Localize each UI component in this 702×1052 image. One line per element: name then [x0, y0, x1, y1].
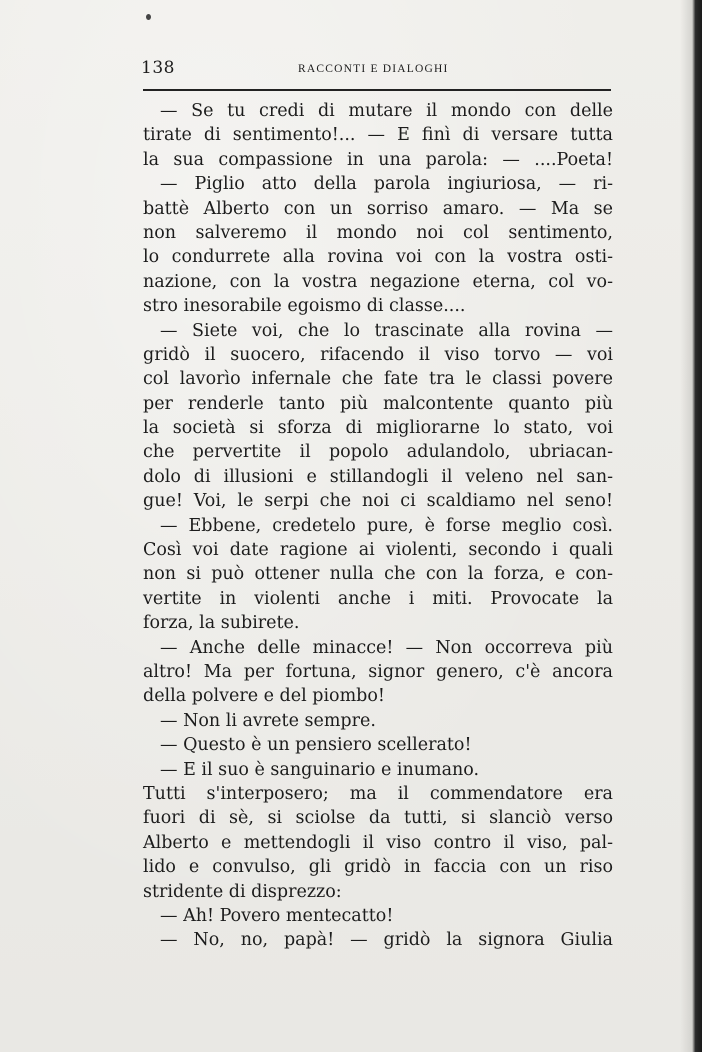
text-line: forza, la subirete.: [143, 613, 300, 634]
text-line: della polvere e del piombo!: [143, 686, 385, 707]
text-line: la società si sforza di migliorarne lo stato, voi: [143, 418, 613, 439]
text-line: — Siete voi, che lo trascinate alla rovina —: [160, 320, 613, 341]
page-edge-shadow: [680, 0, 702, 1052]
text-line: — No, no, papà! — gridò la signora Giulia: [160, 930, 613, 951]
text-line: non si può ottener nulla che con la forza, e con-: [143, 564, 613, 585]
text-line: col lavorìo infernale che fate tra le classi povere: [143, 369, 613, 390]
text-line: dolo di illusioni e stillandogli il veleno nel san-: [143, 466, 613, 487]
text-line: — E il suo è sanguinario e inumano.: [160, 759, 480, 780]
text-line: non salveremo il mondo noi col sentimento,: [143, 222, 613, 243]
text-line: Tutti s'interposero; ma il commendatore era: [143, 783, 613, 804]
text-line: nazione, con la vostra negazione eterna, col vo-: [143, 271, 613, 292]
text-line: battè Alberto con un sorriso amaro. — Ma se: [143, 198, 613, 219]
text-line: lido e convulso, gli gridò in faccia con un riso: [143, 857, 613, 878]
text-line: che pervertite il popolo adulandolo, ubriacan-: [143, 442, 613, 463]
text-line: — Questo è un pensiero scellerato!: [160, 735, 472, 756]
text-line: — Piglio atto della parola ingiuriosa, — ri-: [160, 174, 613, 195]
text-line: — Ah! Povero mentecatto!: [160, 905, 394, 926]
text-line: per renderle tanto più malcontente quanto più: [143, 393, 613, 414]
header-rule: [143, 89, 611, 91]
text-line: gue! Voi, le serpi che noi ci scaldiamo nel seno!: [143, 491, 613, 512]
text-line: — Anche delle minacce! — Non occorreva più: [160, 637, 613, 658]
text-line: stro inesorabile egoismo di classe....: [143, 296, 466, 317]
text-line: tirate di sentimento!... — E finì di versare tutta: [143, 125, 613, 146]
text-line: Alberto e mettendogli il viso contro il viso, pal-: [143, 832, 613, 853]
text-line: Così voi date ragione ai violenti, secondo i quali: [143, 540, 613, 561]
text-line: stridente di disprezzo:: [143, 881, 342, 902]
body-text: [143, 99, 613, 953]
text-line: vertite in violenti anche i miti. Provocate la: [143, 588, 613, 609]
text-line: altro! Ma per fortuna, signor genero, c'è ancora: [143, 661, 613, 682]
page-number: 138: [141, 58, 175, 78]
text-line: la sua compassione in una parola: — ....Poeta!: [143, 149, 613, 170]
text-line: fuori di sè, si sciolse da tutti, si slanciò verso: [143, 808, 613, 829]
text-line: — Se tu credi di mutare il mondo con delle: [160, 101, 613, 121]
text-line: lo condurrete alla rovina voi con la vostra osti-: [143, 247, 613, 268]
text-line: — Ebbene, credetelo pure, è forse meglio così.: [160, 515, 613, 536]
text-line: — Non li avrete sempre.: [160, 710, 376, 731]
page-header: [141, 58, 611, 82]
ink-speck: [146, 14, 151, 20]
text-line: gridò il suocero, rifacendo il viso torvo — voi: [143, 344, 613, 365]
running-head: RACCONTI E DIALOGHI: [298, 63, 449, 75]
